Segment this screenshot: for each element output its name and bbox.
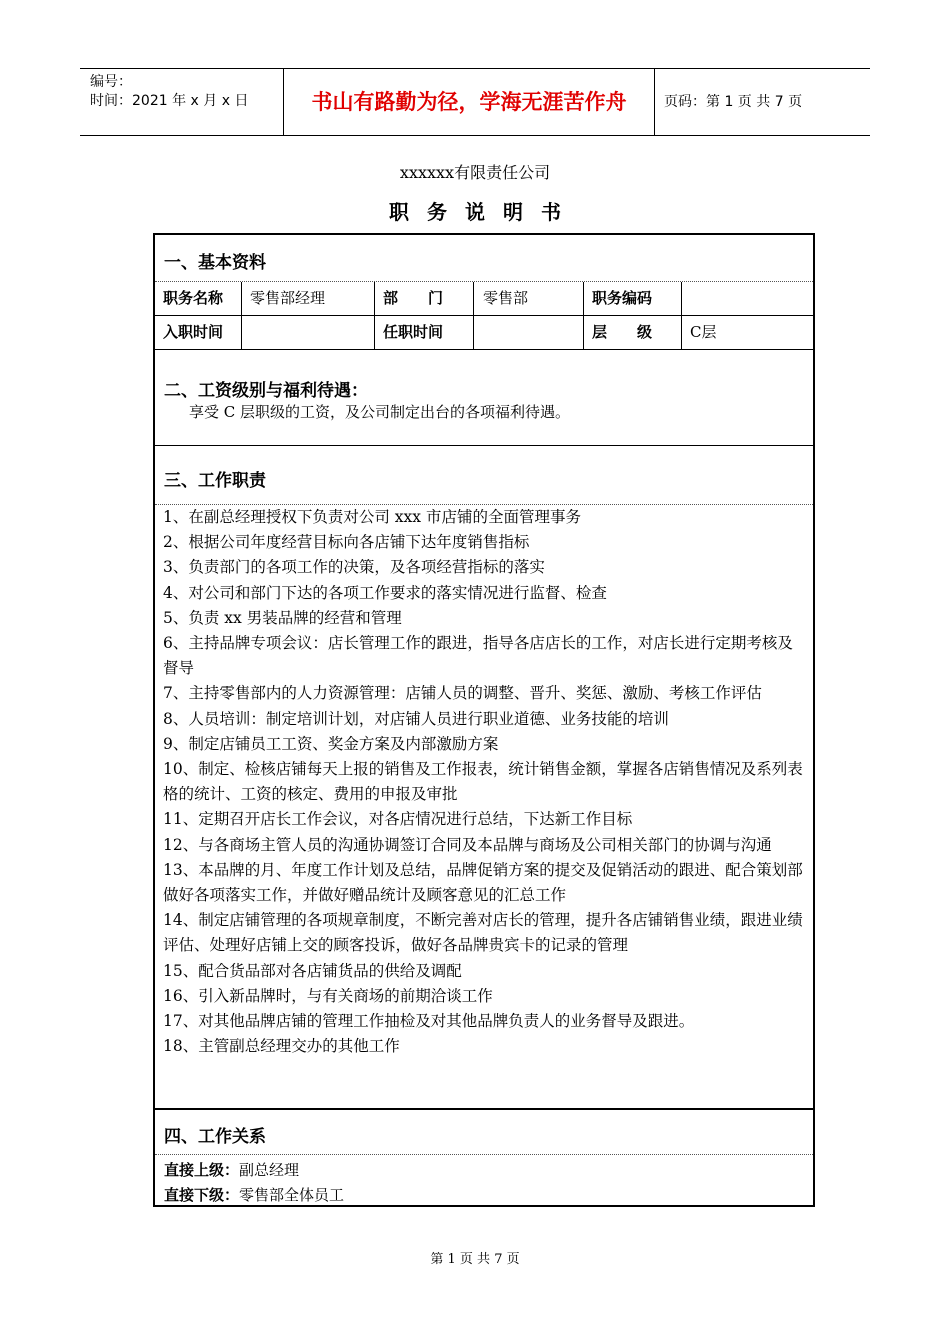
position-label: 职务名称 xyxy=(163,289,224,307)
header-number: 编号： xyxy=(90,74,132,90)
level-label: 层 级 xyxy=(592,323,653,341)
duty-item: 18、主管副总经理交办的其他工作 xyxy=(163,1037,400,1056)
position-value: 零售部经理 xyxy=(250,289,326,307)
duty-item: 4、对公司和部门下达的各项工作要求的落实情况进行监督、检查 xyxy=(163,583,607,602)
duty-item: 10、制定、检核店铺每天上报的销售及工作报表，统计销售金额，掌握各店销售情况及系列表格的统计、工资的核定、费用的申报及审批 xyxy=(163,760,803,804)
company-name: xxxxxx有限责任公司 xyxy=(399,163,551,182)
duties-list xyxy=(163,505,808,1059)
salary-section xyxy=(155,349,813,446)
section-title-basic: 一、基本资料 xyxy=(164,253,266,273)
duty-item: 7、主持零售部内的人力资源管理：店铺人员的调整、晋升、奖惩、激励、考核工作评估 xyxy=(163,684,762,703)
level-value: C层 xyxy=(690,323,717,341)
subordinate-label: 直接下级： xyxy=(164,1186,240,1204)
basic-info-section xyxy=(155,235,813,282)
duty-item: 9、制定店铺员工工资、奖金方案及内部激励方案 xyxy=(163,734,499,753)
duties-section xyxy=(155,446,813,505)
section-title-salary: 二、工资级别与福利待遇： xyxy=(164,381,368,401)
duty-item: 5、负责 xx 男装品牌的经营和管理 xyxy=(163,608,402,627)
duty-item: 8、人员培训：制定培训计划，对店铺人员进行职业道德、业务技能的培训 xyxy=(163,709,669,728)
code-label: 职务编码 xyxy=(592,289,653,307)
job-description-form xyxy=(153,233,815,1207)
header-meta xyxy=(90,73,248,111)
grid-line xyxy=(681,282,682,349)
grid-line xyxy=(241,282,242,349)
grid-line xyxy=(583,282,584,349)
duty-item: 11、定期召开店长工作会议，对各店情况进行总结，下达新工作目标 xyxy=(163,810,633,829)
basic-info-row-1 xyxy=(155,282,813,316)
page-header xyxy=(80,68,870,136)
subordinate-row xyxy=(164,1184,344,1205)
relations-section xyxy=(155,1108,813,1155)
tenure-label: 任职时间 xyxy=(383,323,444,341)
duty-item: 17、对其他品牌店铺的管理工作抽检及对其他品牌负责人的业务督导及跟进。 xyxy=(163,1012,695,1031)
duty-item: 15、配合货品部对各店铺货品的供给及调配 xyxy=(163,961,462,980)
superior-row xyxy=(164,1159,299,1180)
grid-line xyxy=(374,282,375,349)
duty-item: 13、本品牌的月、年度工作计划及总结，品牌促销方案的提交及促销活动的跟进、配合策划部做好各项落实工作，并做好赠品统计及顾客意见的汇总工作 xyxy=(163,860,803,905)
section-title-duties: 三、工作职责 xyxy=(164,471,266,491)
dept-value: 零售部 xyxy=(483,289,529,307)
duty-item: 16、引入新品牌时，与有关商场的前期洽谈工作 xyxy=(163,986,493,1005)
duty-item: 3、负责部门的各项工作的决策，及各项经营指标的落实 xyxy=(163,558,545,577)
superior-value: 副总经理 xyxy=(239,1161,300,1179)
subordinate-value: 零售部全体员工 xyxy=(239,1186,345,1204)
header-motto: 书山有路勤为径，学海无涯苦作舟 xyxy=(311,90,627,114)
page-footer: 第 1 页 共 7 页 xyxy=(430,1252,520,1267)
header-date: 时间：2021 年 x 月 x 日 xyxy=(90,93,249,109)
salary-text: 享受 C 层职级的工资，及公司制定出台的各项福利待遇。 xyxy=(189,403,571,421)
header-divider xyxy=(654,69,655,135)
basic-info-row-2 xyxy=(155,316,813,349)
hire-date-label: 入职时间 xyxy=(163,323,224,341)
duty-item: 6、主持品牌专项会议：店长管理工作的跟进，指导各店店长的工作，对店长进行定期考核及督导 xyxy=(163,634,793,678)
header-page-info: 页码：第 1 页 共 7 页 xyxy=(664,94,803,110)
duty-item: 12、与各商场主管人员的沟通协调签订合同及本品牌与商场及公司相关部门的协调与沟通 xyxy=(163,835,772,854)
duty-item: 14、制定店铺管理的各项规章制度，不断完善对店长的管理，提升各店铺销售业绩，跟进业绩评估、处理好店铺上交的顾客投诉，做好各品牌贵宾卡的记录的管理 xyxy=(163,911,803,955)
duty-item: 1、在副总经理授权下负责对公司 xxx 市店铺的全面管理事务 xyxy=(163,508,581,526)
superior-label: 直接上级： xyxy=(164,1161,240,1179)
document-title: 职务说明书 xyxy=(389,200,579,224)
section-title-relations: 四、工作关系 xyxy=(164,1127,266,1147)
duty-item: 2、根据公司年度经营目标向各店铺下达年度销售指标 xyxy=(163,533,530,552)
grid-line xyxy=(473,282,474,349)
dept-label: 部 门 xyxy=(383,289,444,307)
